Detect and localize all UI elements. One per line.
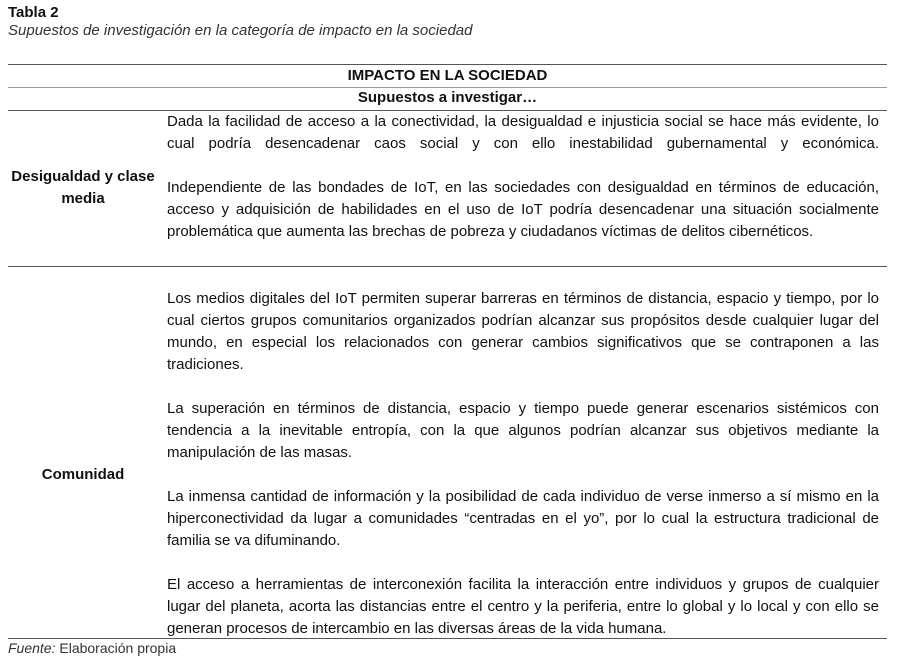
table-top-rule: [8, 64, 887, 65]
paragraph: Dada la facilidad de acceso a la conectividad, la desigualdad e injusticia social se hace más evidente, lo cual podría desencadenar caos social y con ello inestabilidad gubernamental y económica.: [167, 113, 879, 152]
paragraph: La inmensa cantidad de información y la posibilidad de cada individuo de verse inmerso a sí mismo en la hiperconectividad da lugar a comunidades “centradas en el yo”, por lo cual la estructura tradicional de familia se va difuminando.: [167, 488, 879, 549]
table-subheader: Supuestos a investigar…: [357, 89, 538, 106]
row-text-comunidad: [167, 288, 879, 640]
paragraph: El acceso a herramientas de interconexión facilita la interacción entre individuos y grupos de cualquier lugar del planeta, acorta las distancias entre el centro y la periferia, entre lo global y lo local y con ello se generan procesos de intercambio en las diversas áreas de la vida humana.: [167, 576, 879, 637]
paragraph: La superación en términos de distancia, espacio y tiempo puede generar escenarios sistémicos con tendencia a la inevitable entropía, con la que algunos podrían alcanzar sus objetivos mediante la manipulación de las masas.: [167, 400, 879, 461]
row-divider: [8, 266, 887, 267]
table-bottom-rule: [8, 638, 887, 639]
row-category-comunidad: Comunidad: [41, 466, 125, 483]
paragraph: Independiente de las bondades de IoT, en las sociedades con desigualdad en términos de educación, acceso y adquisición de habilidades en el uso de IoT podría desencadenar una situación socialmente problemática que aumenta las brechas de pobreza y ciudadanos víctimas de delitos cibernéticos.: [167, 179, 879, 240]
row-text-desigualdad: [167, 111, 879, 243]
row-category-desigualdad: Desigualdad y clase media: [11, 168, 155, 207]
table-title: Supuestos de investigación en la categoría de impacto en la sociedad: [8, 22, 473, 39]
table-header: IMPACTO EN LA SOCIEDAD: [347, 67, 548, 84]
header-divider: [8, 87, 887, 88]
table-number: Tabla 2: [8, 4, 59, 21]
paragraph: Los medios digitales del IoT permiten superar barreras en términos de distancia, espacio y tiempo, por lo cual ciertos grupos comunitarios organizados podrían alcanzar sus propósitos desde cualquier lugar del mundo, en especial los relacionados con generar cambios significativos que se contraponen a las tradiciones.: [167, 290, 879, 373]
source-label: Fuente:: [8, 640, 56, 656]
table-source: [8, 640, 176, 656]
source-text: Elaboración propia: [59, 640, 177, 656]
